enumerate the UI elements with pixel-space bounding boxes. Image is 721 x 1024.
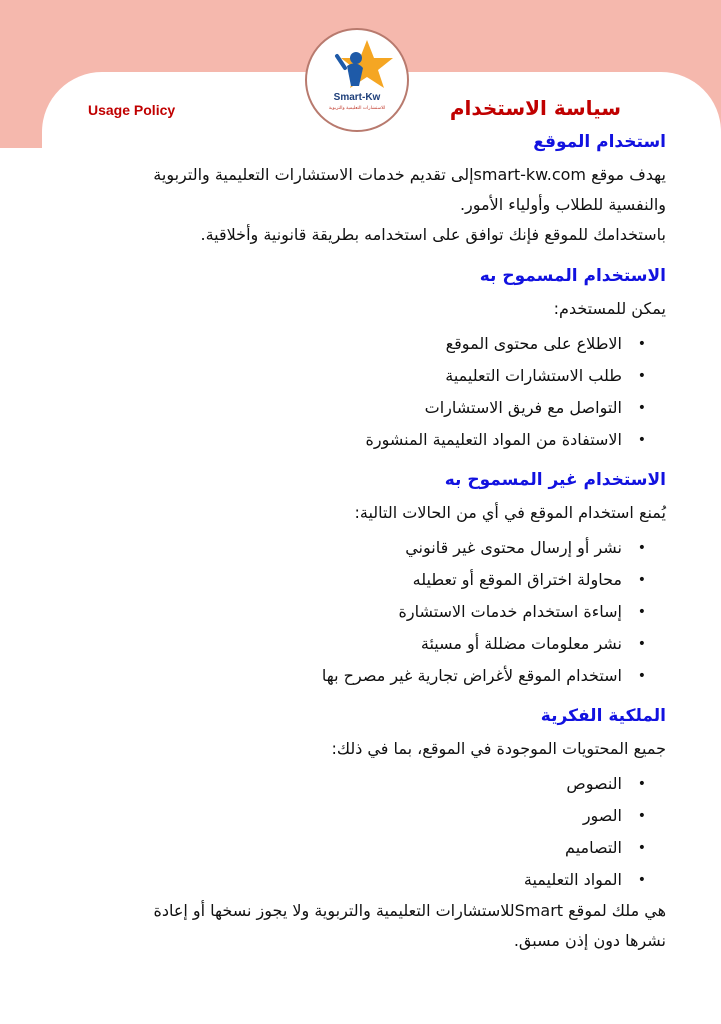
list-item: • محاولة اختراق الموقع أو تعطيله bbox=[58, 564, 666, 596]
bullet-icon: • bbox=[637, 776, 646, 792]
list-item: • الاستفادة من المواد التعليمية المنشورة bbox=[58, 424, 666, 456]
list-item: • استخدام الموقع لأغراض تجارية غير مصرح بها bbox=[58, 660, 666, 692]
list-item: • نشر معلومات مضللة أو مسيئة bbox=[58, 628, 666, 660]
list-item: • طلب الاستشارات التعليمية bbox=[58, 360, 666, 392]
bullet-icon: • bbox=[637, 872, 646, 888]
prohibited-intro: يُمنع استخدام الموقع في أي من الحالات التالية: bbox=[354, 503, 666, 522]
permitted-intro: يمكن للمستخدم: bbox=[553, 299, 666, 318]
bullet-icon: • bbox=[637, 572, 646, 588]
ip-outro-1: هي ملك لموقع Smartللاستشارات التعليمية والتربوية ولا يجوز نسخها أو إعادة bbox=[153, 901, 666, 920]
person-body-icon bbox=[347, 63, 363, 86]
ip-outro-2: نشرها دون إذن مسبق. bbox=[513, 931, 666, 950]
list-item: • المواد التعليمية bbox=[58, 864, 666, 896]
site-use-para-3: باستخدامك للموقع فإنك توافق على استخدامه بطريقة قانونية وأخلاقية. bbox=[200, 225, 666, 244]
english-title: Usage Policy bbox=[88, 102, 176, 118]
bullet-icon: • bbox=[637, 540, 646, 556]
heading-prohibited: الاستخدام غير المسموح به bbox=[444, 470, 666, 490]
bullet-icon: • bbox=[637, 840, 646, 856]
svg-text:Smart-Kw: Smart-Kw bbox=[333, 92, 381, 103]
bullet-icon: • bbox=[637, 336, 646, 352]
bullet-icon: • bbox=[637, 432, 646, 448]
list-item: • الاطلاع على محتوى الموقع bbox=[58, 328, 666, 360]
prohibited-list bbox=[58, 532, 666, 692]
arabic-title: سياسة الاستخدام bbox=[449, 96, 621, 120]
heading-ip: الملكية الفكرية bbox=[540, 706, 666, 726]
list-item: • التصاميم bbox=[58, 832, 666, 864]
bullet-icon: • bbox=[637, 636, 646, 652]
bullet-icon: • bbox=[637, 368, 646, 384]
star-icon bbox=[341, 40, 393, 88]
person-head-icon bbox=[350, 52, 362, 64]
svg-text:للاستشارات التعليمية والتربوية: للاستشارات التعليمية والتربوية bbox=[328, 106, 386, 111]
heading-site-use: استخدام الموقع bbox=[533, 132, 666, 152]
heading-permitted: الاستخدام المسموح به bbox=[479, 266, 666, 286]
bullet-icon: • bbox=[637, 808, 646, 824]
bullet-icon: • bbox=[637, 668, 646, 684]
site-use-para-1: يهدف موقع smart-kw.comإلى تقديم خدمات الاستشارات التعليمية والتربوية bbox=[153, 165, 666, 184]
list-item: • الصور bbox=[58, 800, 666, 832]
list-item: • نشر أو إرسال محتوى غير قانوني bbox=[58, 532, 666, 564]
bullet-icon: • bbox=[637, 400, 646, 416]
list-item: • النصوص bbox=[58, 768, 666, 800]
bullet-icon: • bbox=[637, 604, 646, 620]
site-use-para-2: والنفسية للطلاب وأولياء الأمور. bbox=[459, 195, 666, 214]
list-item: • التواصل مع فريق الاستشارات bbox=[58, 392, 666, 424]
list-item: • إساءة استخدام خدمات الاستشارة bbox=[58, 596, 666, 628]
document-body bbox=[58, 130, 666, 956]
ip-list bbox=[58, 768, 666, 896]
permitted-list bbox=[58, 328, 666, 456]
smart-kw-logo bbox=[305, 28, 409, 132]
ip-intro: جميع المحتويات الموجودة في الموقع، بما في ذلك: bbox=[331, 739, 666, 758]
